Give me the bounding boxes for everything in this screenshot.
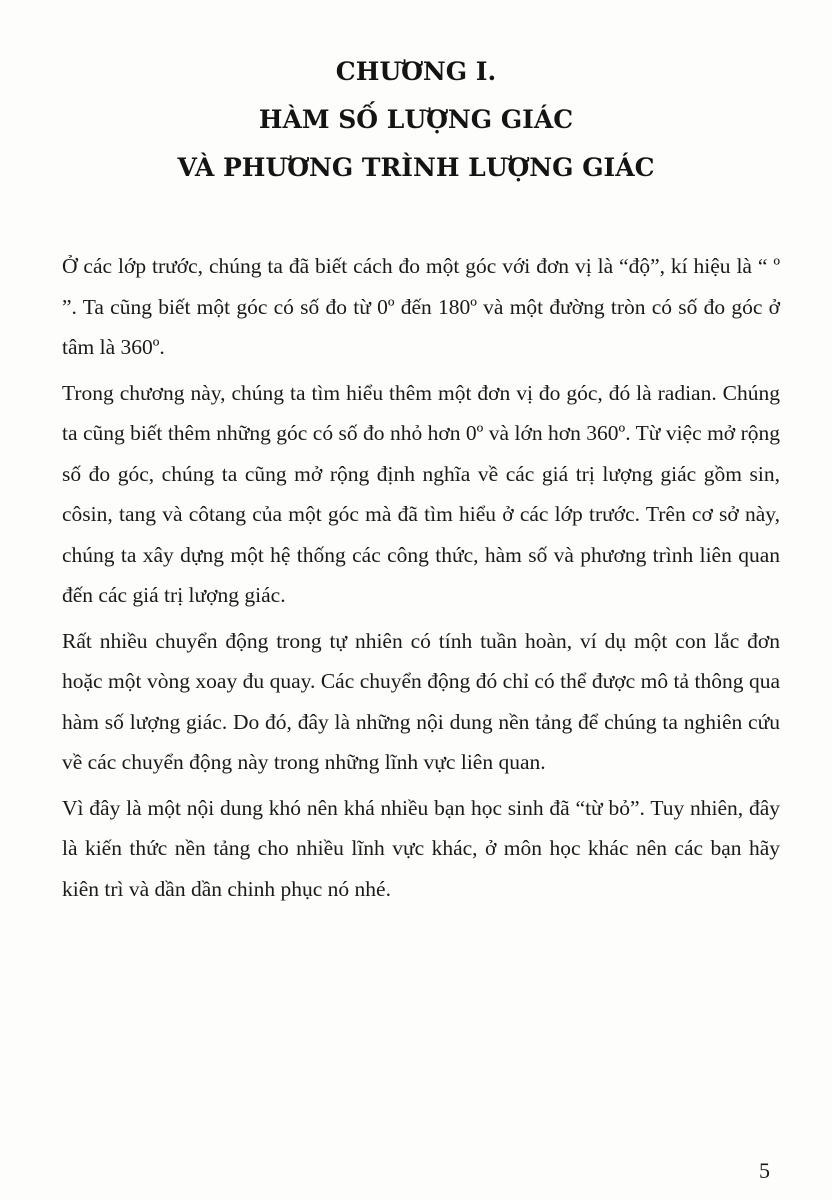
paragraph-3: Rất nhiều chuyển động trong tự nhiên có tính tuần hoàn, ví dụ một con lắc đơn hoặc một vòng xoay đu quay. Các chuyển động đó chỉ có thể được mô tả thông qua hàm số lượng giác. Do đó, đây là những nội dung nền tảng để chúng ta nghiên cứu về các chuyển động này trong những lĩnh vực liên quan. xyxy=(62,628,780,774)
paragraph-4: Vì đây là một nội dung khó nên khá nhiều bạn học sinh đã “từ bỏ”. Tuy nhiên, đây là kiến thức nền tảng cho nhiều lĩnh vực khác, ở môn học khác nên các bạn hãy kiên trì và dần dần chinh phục nó nhé. xyxy=(62,795,780,901)
page-number: 5 xyxy=(759,1158,770,1183)
paragraph-1: Ở các lớp trước, chúng ta đã biết cách đo một góc với đơn vị là “độ”, kí hiệu là “ º ”. Ta cũng biết một góc có số đo từ 0º đến 180º và một đường tròn có số đo góc ở tâm là 360º. xyxy=(62,254,780,359)
chapter-title-line-1: HÀM SỐ LƯỢNG GIÁC xyxy=(258,105,574,134)
paragraph-2: Trong chương này, chúng ta tìm hiểu thêm một đơn vị đo góc, đó là radian. Chúng ta cũng biết thêm những góc có số đo nhỏ hơn 0º và lớn hơn 360º. Từ việc mở rộng số đo góc, chúng ta cũng mở rộng định nghĩa về các giá trị lượng giác gồm sin, côsin, tang và côtang của một góc mà đã tìm hiểu ở các lớp trước. Trên cơ sở này, chúng ta xây dựng một hệ thống các công thức, hàm số và phương trình liên quan đến các giá trị lượng giác. xyxy=(62,380,780,607)
chapter-number: CHƯƠNG I. xyxy=(335,57,497,86)
chapter-title xyxy=(0,48,832,192)
chapter-title-line-2: VÀ PHƯƠNG TRÌNH LƯỢNG GIÁC xyxy=(177,153,655,182)
chapter-intro-text xyxy=(62,246,780,914)
